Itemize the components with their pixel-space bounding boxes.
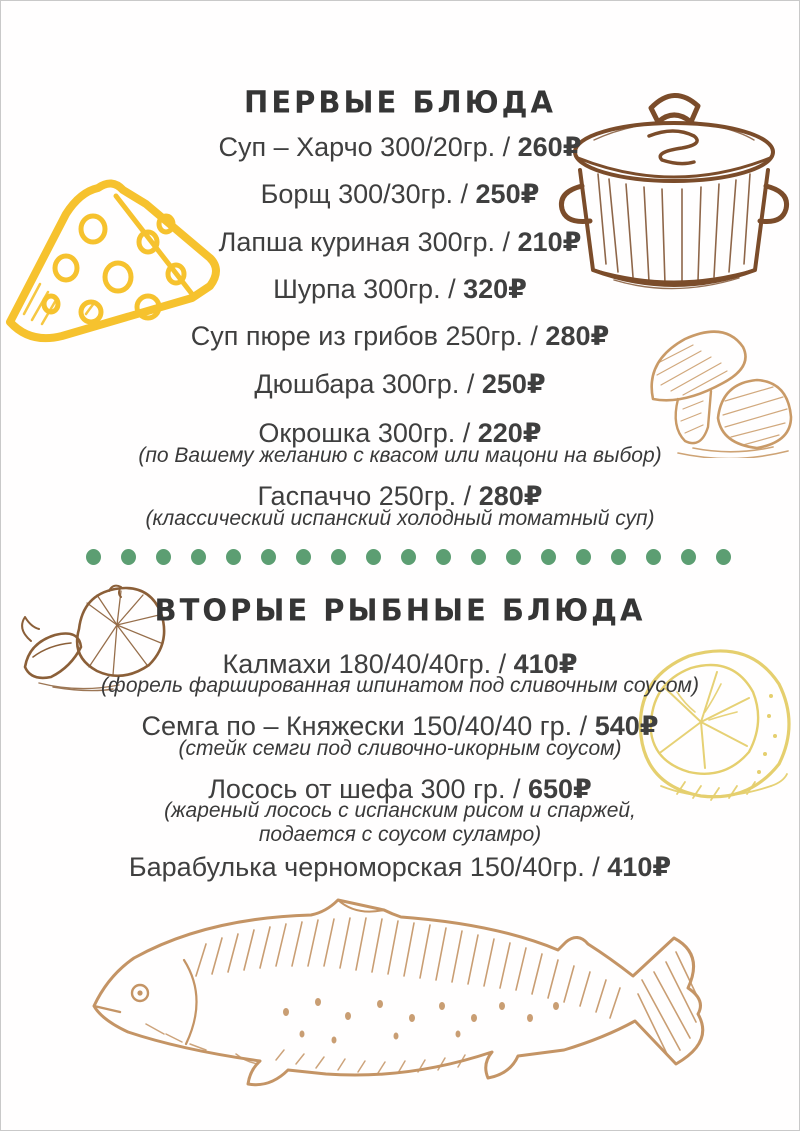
menu-item-label: Лосось от шефа 300 гр. / <box>208 774 528 804</box>
divider-dot <box>541 549 556 565</box>
divider-dot <box>226 549 241 565</box>
menu-item-price: 540₽ <box>594 711 659 741</box>
menu-item-price: 410₽ <box>607 852 672 882</box>
menu-item <box>1 132 799 163</box>
menu-item-price: 410₽ <box>513 649 578 679</box>
menu-item-price: 250₽ <box>481 369 546 399</box>
menu-item-label: Барабулька черноморская 150/40гр. / <box>128 852 608 882</box>
menu-item-note: (жареный лосось с испанским рисом и спаржей, подается с соусом суламро) <box>164 799 636 847</box>
divider-dot <box>471 549 486 565</box>
menu-item-label: Семга по – Княжески 150/40/40 гр. / <box>141 711 595 741</box>
menu-item <box>1 321 799 352</box>
menu-item-label: Суп – Харчо 300/20гр. / <box>218 132 518 162</box>
divider-dot <box>646 549 661 565</box>
divider-dot <box>681 549 696 565</box>
divider-dot <box>331 549 346 565</box>
divider-dot <box>716 549 731 565</box>
menu-item-label: Борщ 300/30гр. / <box>260 179 476 209</box>
divider-dot <box>436 549 451 565</box>
menu-item-price: 320₽ <box>463 274 527 304</box>
menu-item-label: Окрошка 300гр. / <box>258 418 478 448</box>
menu-item <box>1 227 799 258</box>
divider-dot <box>191 549 206 565</box>
divider-dot <box>366 549 381 565</box>
menu-item-price: 220₽ <box>477 418 542 448</box>
fish-illustration <box>86 894 736 1099</box>
menu-item-label: Гаспаччо 250гр. / <box>257 481 479 511</box>
menu-item-price: 260₽ <box>517 132 582 162</box>
section-title-fish-courses: ВТОРЫЕ РЫБНЫЕ БЛЮДА <box>154 592 646 628</box>
menu-item-price: 210₽ <box>517 227 582 257</box>
divider-dot <box>261 549 276 565</box>
menu-item-label: Шурпа 300гр. / <box>273 274 464 304</box>
divider-dot <box>576 549 591 565</box>
divider-dot <box>86 549 101 565</box>
menu-item-label: Калмахи 180/40/40гр. / <box>222 649 514 679</box>
divider-dot <box>401 549 416 565</box>
menu-item <box>1 852 799 883</box>
menu-item <box>1 369 799 400</box>
menu-item-note: (стейк семги под сливочно-икорным соусом) <box>178 737 622 760</box>
divider-dot <box>296 549 311 565</box>
divider-dot <box>611 549 626 565</box>
divider-dot <box>156 549 171 565</box>
divider-dot <box>506 549 521 565</box>
dotted-divider <box>86 549 731 565</box>
menu-item-price: 280₽ <box>478 481 543 511</box>
menu-item-label: Дюшбара 300гр. / <box>254 369 482 399</box>
menu-item-label: Суп пюре из грибов 250гр. / <box>190 321 546 351</box>
menu-item <box>1 274 799 305</box>
menu-item <box>1 179 799 210</box>
divider-dot <box>121 549 136 565</box>
menu-item-price: 280₽ <box>545 321 610 351</box>
menu-item-price: 650₽ <box>527 774 592 804</box>
menu-item-label: Лапша куриная 300гр. / <box>218 227 518 257</box>
menu-item-note: (классический испанский холодный томатный суп) <box>145 507 655 530</box>
menu-item-note: (по Вашему желанию с квасом или мацони на выбор) <box>138 444 662 467</box>
section-title-first-courses: ПЕРВЫЕ БЛЮДА <box>244 84 556 120</box>
menu-item-note: (форель фаршированная шпинатом под сливочным соусом) <box>101 674 699 697</box>
menu-item-price: 250₽ <box>475 179 540 209</box>
